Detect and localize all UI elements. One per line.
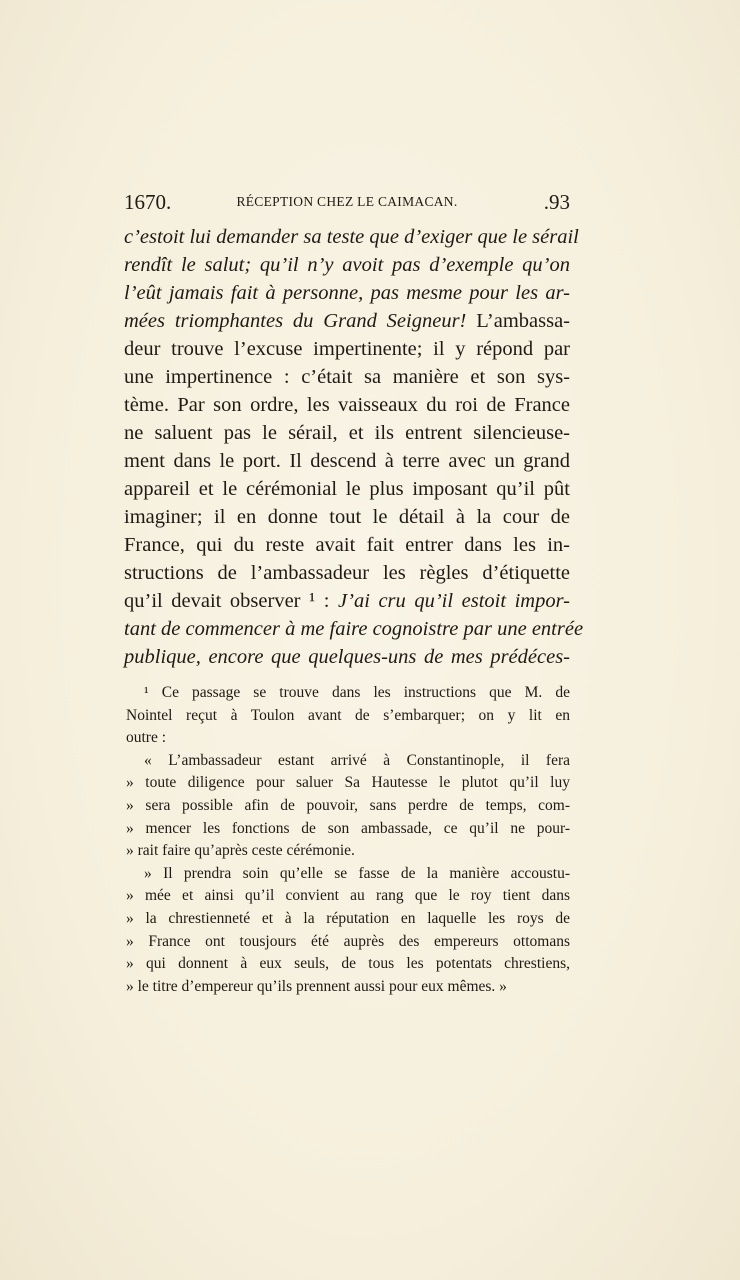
footnote-line: » mencer les fonctions de son ambassade, ce qu’il ne pour-	[126, 819, 570, 837]
text-line	[124, 223, 579, 251]
text-line	[124, 335, 570, 363]
text-line	[124, 503, 570, 531]
text-segment: publique, encore que quelques-uns de mes prédéces-	[124, 646, 570, 668]
text-segment: l’eût jamais fait à personne, pas mesme pour les ar-	[124, 282, 570, 304]
footnote-line: outre :	[126, 729, 167, 747]
footnote-line: » rait faire qu’après ceste cérémonie.	[126, 842, 355, 860]
text-line	[124, 643, 570, 671]
text-segment: une impertinence : c’était sa manière et son sys-	[124, 366, 570, 388]
text-segment: ment dans le port. Il descend à terre avec un grand	[124, 450, 570, 472]
footnote-line: » sera possible afin de pouvoir, sans perdre de temps, com-	[126, 796, 570, 814]
text-line	[124, 419, 570, 447]
text-segment: mées triomphantes du Grand Seigneur!	[124, 310, 477, 332]
text-segment: structions de l’ambassadeur les règles d’étiquette	[124, 562, 570, 584]
footnote-line: » mée et ainsi qu’il convient au rang que le roy tient dans	[126, 887, 570, 905]
text-line	[124, 363, 570, 391]
text-line	[124, 559, 570, 587]
footnote-line: ¹ Ce passage se trouve dans les instructions que M. de	[144, 684, 570, 701]
text-line	[124, 587, 570, 615]
footnote-line: » toute diligence pour saluer Sa Hautesse le plutot qu’il luy	[126, 774, 570, 792]
footnote-line: » Il prendra soin qu’elle se fasse de la manière accoustu-	[144, 864, 570, 882]
text-line	[124, 615, 584, 643]
footnote-line: « L’ambassadeur estant arrivé à Constantinople, il fera	[144, 751, 570, 769]
text-line	[124, 391, 570, 419]
footnote-line: » France ont tousjours été auprès des empereurs ottomans	[126, 932, 570, 950]
text-segment: tant de commencer à me faire cognoistre par une entrée	[124, 618, 584, 640]
text-segment: qu’il devait observer ¹ :	[124, 590, 339, 612]
text-segment: tème. Par son ordre, les vaisseaux du roi de France	[124, 394, 570, 416]
header-title: RÉCEPTION CHEZ LE CAIMACAN.	[236, 194, 458, 209]
running-head	[124, 190, 570, 218]
footnote-line: » le titre d’empereur qu’ils prennent aussi pour eux mêmes. »	[126, 977, 507, 995]
text-segment: ne saluent pas le sérail, et ils entrent silencieuse-	[124, 422, 570, 444]
text-line	[124, 531, 570, 559]
text-segment: J’ai cru qu’il estoit impor-	[338, 590, 570, 612]
text-segment: imaginer; il en donne tout le détail à la cour de	[124, 506, 570, 528]
text-segment: L’ambassa-	[476, 310, 570, 332]
footnote-line: » qui donnent à eux seuls, de tous les potentats chrestiens,	[126, 955, 570, 973]
text-segment: deur trouve l’excuse impertinente; il y répond par	[124, 338, 570, 360]
text-segment: c’estoit lui demander sa teste que d’exiger que le sérail	[124, 226, 579, 248]
page-number: .93	[543, 190, 570, 214]
main-text	[124, 223, 584, 671]
text-line	[124, 447, 570, 475]
header-year: 1670.	[124, 190, 172, 214]
text-segment: rendît le salut; qu’il n’y avoit pas d’exemple qu’on	[124, 254, 570, 276]
text-line	[124, 307, 570, 335]
text-line	[124, 475, 570, 503]
footnote-line: Nointel reçut à Toulon avant de s’embarquer; on y lit en	[126, 706, 570, 724]
footnote-line: » la chrestienneté et à la réputation en laquelle les roys de	[126, 909, 570, 927]
text-line	[124, 251, 570, 279]
text-segment: France, qui du reste avait fait entrer dans les in-	[124, 534, 570, 556]
text-segment: appareil et le cérémonial le plus imposant qu’il pût	[124, 478, 570, 500]
footnote	[126, 682, 570, 998]
text-line	[124, 279, 570, 307]
